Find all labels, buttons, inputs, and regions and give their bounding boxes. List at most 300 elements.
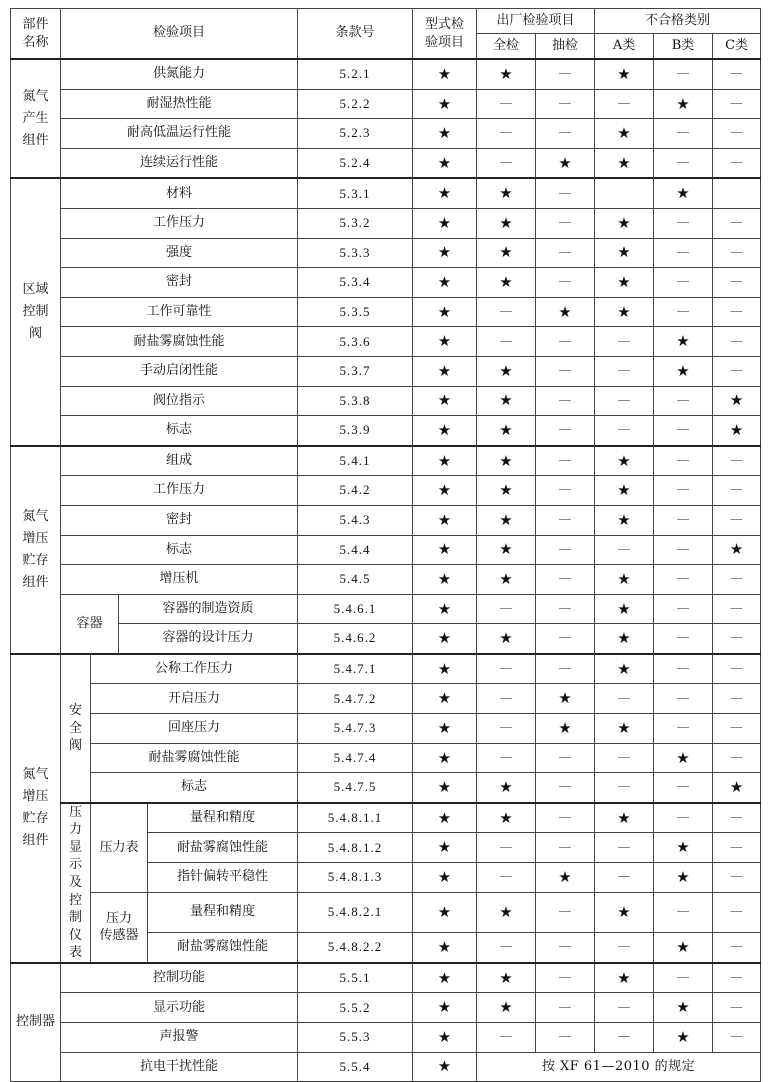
cell-full: — (477, 714, 536, 744)
cell-sample: — (536, 594, 595, 624)
header-clause: 条款号 (298, 9, 413, 60)
header-nonconform: 不合格类别 (595, 9, 761, 34)
cell-b: — (654, 624, 713, 654)
cell-a (595, 178, 654, 208)
cell-full: — (477, 119, 536, 149)
cell-sample: ★ (536, 148, 595, 178)
cell-a: ★ (595, 446, 654, 476)
cell-sample: — (536, 446, 595, 476)
table-row (11, 208, 761, 238)
cell-full: — (477, 1022, 536, 1052)
table-row (11, 89, 761, 119)
cell-a: ★ (595, 148, 654, 178)
clause-cell: 5.4.7.4 (298, 743, 413, 773)
cell-c: — (713, 89, 761, 119)
header-sample: 抽检 (536, 34, 595, 60)
cell-a: ★ (595, 624, 654, 654)
header-cat-c: C类 (713, 34, 761, 60)
cell-b: ★ (654, 327, 713, 357)
cell-b: ★ (654, 178, 713, 208)
clause-cell: 5.3.2 (298, 208, 413, 238)
item-cell: 连续运行性能 (61, 148, 298, 178)
table-row (11, 1022, 761, 1052)
cell-a: — (595, 933, 654, 963)
item-cell: 材料 (61, 178, 298, 208)
cell-b: ★ (654, 933, 713, 963)
cell-a: ★ (595, 268, 654, 298)
item-cell: 强度 (61, 238, 298, 268)
cell-a: ★ (595, 803, 654, 833)
table-row (11, 594, 761, 624)
type-test-cell: ★ (413, 833, 477, 863)
cell-sample: ★ (536, 714, 595, 744)
subgroup-pressure-sensor-label: 压力 传感器 (99, 910, 139, 944)
cell-c: — (713, 446, 761, 476)
type-test-cell: ★ (413, 933, 477, 963)
cell-b: — (654, 594, 713, 624)
type-test-cell: ★ (413, 119, 477, 149)
clause-cell: 5.4.7.2 (298, 684, 413, 714)
cell-b: — (654, 535, 713, 565)
clause-cell: 5.3.3 (298, 238, 413, 268)
item-cell: 工作压力 (61, 208, 298, 238)
cell-full: — (477, 594, 536, 624)
clause-cell: 5.4.8.1.1 (298, 803, 413, 833)
table-row (11, 892, 761, 933)
table-row (11, 297, 761, 327)
clause-cell: 5.4.8.2.2 (298, 933, 413, 963)
cell-b: — (654, 476, 713, 506)
cell-sample: — (536, 59, 595, 89)
cell-sample: — (536, 833, 595, 863)
cell-full: — (477, 863, 536, 893)
table-row (11, 565, 761, 595)
cell-a: ★ (595, 476, 654, 506)
type-test-cell: ★ (413, 684, 477, 714)
type-test-cell: ★ (413, 963, 477, 993)
item-cell: 量程和精度 (148, 892, 298, 933)
cell-full: — (477, 933, 536, 963)
type-test-cell: ★ (413, 416, 477, 446)
cell-full: — (477, 833, 536, 863)
header-part-name-text: 部件 名称 (22, 16, 49, 50)
group-controller-label: 控制器 (15, 1014, 55, 1030)
item-cell: 开启压力 (91, 684, 298, 714)
cell-b: — (654, 268, 713, 298)
clause-cell: 5.2.3 (298, 119, 413, 149)
cell-b: — (654, 803, 713, 833)
cell-a: ★ (595, 297, 654, 327)
cell-a: — (595, 773, 654, 803)
table-row (11, 416, 761, 446)
clause-cell: 5.2.1 (298, 59, 413, 89)
header-cat-a: A类 (595, 34, 654, 60)
inspection-table (10, 8, 761, 1082)
table-row (11, 743, 761, 773)
item-cell: 工作压力 (61, 476, 298, 506)
cell-a: ★ (595, 59, 654, 89)
header-row-1 (11, 9, 761, 34)
clause-cell: 5.4.7.3 (298, 714, 413, 744)
cell-c: — (713, 963, 761, 993)
cell-b: — (654, 654, 713, 684)
subgroup-safety-valve (61, 654, 91, 803)
cell-sample: — (536, 773, 595, 803)
cell-c: ★ (713, 535, 761, 565)
cell-b: — (654, 148, 713, 178)
header-item: 检验项目 (61, 9, 298, 60)
cell-sample: — (536, 892, 595, 933)
cell-c: — (713, 803, 761, 833)
item-cell: 工作可靠性 (61, 297, 298, 327)
cell-a: ★ (595, 963, 654, 993)
type-test-cell: ★ (413, 892, 477, 933)
table-row (11, 356, 761, 386)
type-test-cell: ★ (413, 148, 477, 178)
cell-b: — (654, 386, 713, 416)
subgroup-safety-valve-label: 安 全 阀 (68, 703, 82, 754)
table-row (11, 993, 761, 1023)
table-row (11, 178, 761, 208)
cell-b: — (654, 446, 713, 476)
cell-b: — (654, 208, 713, 238)
cell-sample: — (536, 178, 595, 208)
cell-c (713, 178, 761, 208)
cell-a: — (595, 356, 654, 386)
table-row (11, 963, 761, 993)
group-nitrogen-storage-1 (11, 446, 61, 654)
item-cell: 阀位指示 (61, 386, 298, 416)
cell-c: — (713, 268, 761, 298)
cell-full: ★ (477, 892, 536, 933)
type-test-cell: ★ (413, 268, 477, 298)
type-test-cell: ★ (413, 297, 477, 327)
cell-c: — (713, 993, 761, 1023)
clause-cell: 5.4.7.1 (298, 654, 413, 684)
cell-c: — (713, 59, 761, 89)
cell-full: — (477, 654, 536, 684)
cell-b: — (654, 684, 713, 714)
cell-sample: — (536, 356, 595, 386)
cell-sample: — (536, 208, 595, 238)
type-test-cell: ★ (413, 238, 477, 268)
cell-b: ★ (654, 833, 713, 863)
cell-sample: — (536, 327, 595, 357)
item-cell: 增压机 (61, 565, 298, 595)
cell-a: — (595, 535, 654, 565)
cell-a: — (595, 743, 654, 773)
table-row (11, 386, 761, 416)
cell-sample: — (536, 743, 595, 773)
cell-a: — (595, 416, 654, 446)
item-cell: 容器的制造资质 (119, 594, 298, 624)
cell-c: — (713, 565, 761, 595)
clause-cell: 5.5.2 (298, 993, 413, 1023)
header-factory-test: 出厂检验项目 (477, 9, 595, 34)
item-cell: 耐盐雾腐蚀性能 (148, 933, 298, 963)
clause-cell: 5.4.7.5 (298, 773, 413, 803)
subgroup-pressure-display-label: 压 力 显 示 及 控 制 仪 表 (68, 804, 82, 961)
cell-a: ★ (595, 892, 654, 933)
cell-b: — (654, 416, 713, 446)
type-test-cell: ★ (413, 476, 477, 506)
cell-b: — (654, 963, 713, 993)
item-cell: 指针偏转平稳性 (148, 863, 298, 893)
cell-b: — (654, 892, 713, 933)
clause-cell: 5.2.2 (298, 89, 413, 119)
item-cell: 显示功能 (61, 993, 298, 1023)
cell-c: — (713, 892, 761, 933)
type-test-cell: ★ (413, 356, 477, 386)
clause-cell: 5.4.8.2.1 (298, 892, 413, 933)
cell-full: ★ (477, 993, 536, 1023)
cell-b: ★ (654, 1022, 713, 1052)
table-row (11, 1052, 761, 1082)
group-nitrogen-generation (11, 59, 61, 178)
type-test-cell: ★ (413, 178, 477, 208)
cell-sample: — (536, 386, 595, 416)
cell-a: — (595, 863, 654, 893)
group-nitrogen-storage-1-label: 氮气 增压 贮存 组件 (22, 508, 49, 590)
cell-a: ★ (595, 208, 654, 238)
cell-a: — (595, 89, 654, 119)
type-test-cell: ★ (413, 714, 477, 744)
table-row (11, 238, 761, 268)
cell-b: — (654, 297, 713, 327)
cell-sample: — (536, 505, 595, 535)
subgroup-pressure-sensor (91, 892, 148, 963)
table-row (11, 327, 761, 357)
cell-full: — (477, 89, 536, 119)
cell-a: ★ (595, 238, 654, 268)
clause-cell: 5.5.1 (298, 963, 413, 993)
table-row (11, 714, 761, 744)
clause-cell: 5.4.4 (298, 535, 413, 565)
cell-sample: — (536, 89, 595, 119)
type-test-cell: ★ (413, 743, 477, 773)
cell-b: — (654, 773, 713, 803)
group-nitrogen-storage-2-label: 氮气 增压 贮存 组件 (22, 767, 49, 849)
item-cell: 容器的设计压力 (119, 624, 298, 654)
subgroup-container (61, 594, 119, 654)
clause-cell: 5.3.6 (298, 327, 413, 357)
cell-b: — (654, 238, 713, 268)
cell-a: ★ (595, 714, 654, 744)
cell-sample: — (536, 238, 595, 268)
type-test-cell: ★ (413, 565, 477, 595)
clause-cell: 5.3.7 (298, 356, 413, 386)
table-row (11, 535, 761, 565)
cell-a: — (595, 386, 654, 416)
type-test-cell: ★ (413, 773, 477, 803)
inspection-table-wrapper (10, 8, 760, 1082)
table-row (11, 773, 761, 803)
cell-b: — (654, 59, 713, 89)
item-cell: 回座压力 (91, 714, 298, 744)
cell-c: — (713, 297, 761, 327)
cell-a: — (595, 833, 654, 863)
clause-cell: 5.5.4 (298, 1052, 413, 1082)
clause-cell: 5.3.8 (298, 386, 413, 416)
cell-full: ★ (477, 208, 536, 238)
cell-c: — (713, 327, 761, 357)
clause-cell: 5.3.9 (298, 416, 413, 446)
cell-a: ★ (595, 654, 654, 684)
cell-c: — (713, 238, 761, 268)
header-type-test (413, 9, 477, 60)
type-test-cell: ★ (413, 208, 477, 238)
cell-b: ★ (654, 863, 713, 893)
type-test-cell: ★ (413, 1022, 477, 1052)
item-cell: 供氮能力 (61, 59, 298, 89)
clause-cell: 5.4.3 (298, 505, 413, 535)
group-zone-control-valve (11, 178, 61, 445)
cell-c: ★ (713, 773, 761, 803)
table-row (11, 268, 761, 298)
cell-b: ★ (654, 743, 713, 773)
cell-c: — (713, 594, 761, 624)
table-row (11, 119, 761, 149)
cell-sample: — (536, 993, 595, 1023)
cell-full: ★ (477, 476, 536, 506)
cell-c: — (713, 148, 761, 178)
table-row (11, 654, 761, 684)
cell-full: — (477, 148, 536, 178)
cell-b: — (654, 119, 713, 149)
item-cell: 密封 (61, 505, 298, 535)
type-test-cell: ★ (413, 59, 477, 89)
cell-full: ★ (477, 773, 536, 803)
cell-c: ★ (713, 416, 761, 446)
cell-full: ★ (477, 963, 536, 993)
clause-cell: 5.2.4 (298, 148, 413, 178)
item-cell: 组成 (61, 446, 298, 476)
cell-sample: — (536, 476, 595, 506)
cell-c: — (713, 743, 761, 773)
cell-a: — (595, 327, 654, 357)
clause-cell: 5.4.8.1.3 (298, 863, 413, 893)
header-full: 全检 (477, 34, 536, 60)
cell-c: — (713, 505, 761, 535)
cell-c: ★ (713, 386, 761, 416)
item-cell: 耐盐雾腐蚀性能 (148, 833, 298, 863)
header-part-name (11, 9, 61, 60)
group-nitrogen-generation-label: 氮气 产生 组件 (22, 88, 49, 148)
cell-sample: — (536, 624, 595, 654)
cell-c: — (713, 208, 761, 238)
group-controller (11, 963, 61, 1082)
cell-full: — (477, 297, 536, 327)
item-cell: 量程和精度 (148, 803, 298, 833)
cell-c: — (713, 356, 761, 386)
table-row (11, 476, 761, 506)
item-cell: 标志 (61, 416, 298, 446)
cell-full: ★ (477, 238, 536, 268)
cell-full: ★ (477, 386, 536, 416)
type-test-cell: ★ (413, 89, 477, 119)
cell-sample: — (536, 963, 595, 993)
type-test-cell: ★ (413, 327, 477, 357)
cell-full: — (477, 684, 536, 714)
cell-sample: — (536, 933, 595, 963)
cell-full: ★ (477, 803, 536, 833)
cell-sample: — (536, 803, 595, 833)
cell-full: ★ (477, 624, 536, 654)
item-cell: 耐盐雾腐蚀性能 (91, 743, 298, 773)
clause-cell: 5.5.3 (298, 1022, 413, 1052)
cell-b: ★ (654, 89, 713, 119)
item-cell: 手动启闭性能 (61, 356, 298, 386)
cell-sample: — (536, 268, 595, 298)
cell-full: ★ (477, 59, 536, 89)
type-test-cell: ★ (413, 535, 477, 565)
cell-c: — (713, 119, 761, 149)
cell-a: ★ (595, 505, 654, 535)
cell-sample: ★ (536, 297, 595, 327)
type-test-cell: ★ (413, 446, 477, 476)
cell-a: — (595, 1022, 654, 1052)
type-test-cell: ★ (413, 863, 477, 893)
item-cell: 抗电干扰性能 (61, 1052, 298, 1082)
type-test-cell: ★ (413, 803, 477, 833)
cell-c: — (713, 1022, 761, 1052)
subgroup-pressure-gauge-label: 压力表 (99, 839, 139, 855)
clause-cell: 5.4.5 (298, 565, 413, 595)
cell-full: ★ (477, 268, 536, 298)
item-cell: 声报警 (61, 1022, 298, 1052)
type-test-cell: ★ (413, 624, 477, 654)
cell-full: ★ (477, 535, 536, 565)
cell-b: — (654, 714, 713, 744)
item-cell: 耐高低温运行性能 (61, 119, 298, 149)
type-test-cell: ★ (413, 386, 477, 416)
subgroup-pressure-display (61, 803, 91, 963)
item-cell: 公称工作压力 (91, 654, 298, 684)
cell-c: — (713, 863, 761, 893)
cell-c: — (713, 654, 761, 684)
cell-a: ★ (595, 594, 654, 624)
cell-a: — (595, 684, 654, 714)
clause-cell: 5.3.1 (298, 178, 413, 208)
cell-a: ★ (595, 119, 654, 149)
cell-b: — (654, 505, 713, 535)
item-cell: 密封 (61, 268, 298, 298)
clause-cell: 5.4.6.2 (298, 624, 413, 654)
group-nitrogen-storage-2 (11, 654, 61, 963)
table-row (11, 59, 761, 89)
cell-c: — (713, 933, 761, 963)
item-cell: 标志 (61, 535, 298, 565)
subgroup-pressure-gauge (91, 803, 148, 892)
table-row (11, 624, 761, 654)
table-row (11, 446, 761, 476)
table-row (11, 505, 761, 535)
subgroup-container-label: 容器 (76, 615, 103, 631)
cell-full: ★ (477, 565, 536, 595)
type-test-cell: ★ (413, 654, 477, 684)
cell-c: — (713, 684, 761, 714)
group-zone-control-valve-label: 区域 控制 阀 (22, 281, 49, 342)
cell-c: — (713, 624, 761, 654)
type-test-cell: ★ (413, 594, 477, 624)
type-test-cell: ★ (413, 993, 477, 1023)
cell-full: — (477, 743, 536, 773)
item-cell: 标志 (91, 773, 298, 803)
cell-b: ★ (654, 356, 713, 386)
item-cell: 耐湿热性能 (61, 89, 298, 119)
cell-full: ★ (477, 416, 536, 446)
clause-cell: 5.4.1 (298, 446, 413, 476)
